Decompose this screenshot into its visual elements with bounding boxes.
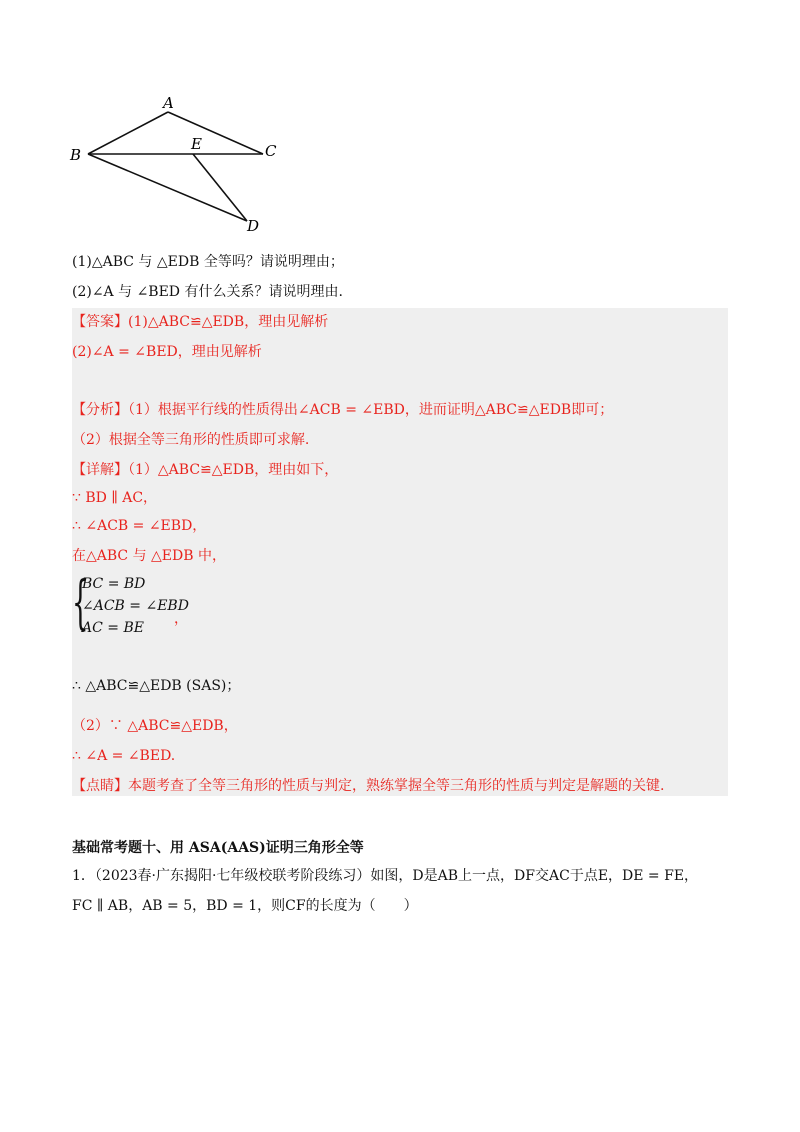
comment-line bbox=[72, 776, 664, 796]
segment-ed bbox=[193, 154, 247, 221]
detail-line-2: ∵ BD ∥ AC， bbox=[72, 490, 158, 506]
detail-line-6: （2）∵ △ABC≌△EDB， bbox=[72, 718, 238, 734]
label-a: A bbox=[163, 94, 174, 112]
answer-line-2: (2)∠A = ∠BED，理由见解析 bbox=[72, 344, 262, 360]
question-1: (1)△ABC 与 △EDB 全等吗？请说明理由； bbox=[72, 254, 344, 270]
left-brace: { bbox=[72, 568, 89, 636]
analysis-line-1 bbox=[72, 400, 613, 420]
segment-ac bbox=[168, 112, 263, 154]
system-comma: ， bbox=[174, 611, 188, 627]
label-b: B bbox=[70, 146, 82, 164]
answer-text-1: (1)△ABC≌△EDB，理由见解析 bbox=[128, 314, 329, 330]
equation-system bbox=[72, 568, 272, 642]
system-row-2: ∠ACB = ∠EBD bbox=[82, 598, 189, 614]
label-e: E bbox=[191, 135, 202, 153]
detail-line-3: ∴ ∠ACB = ∠EBD， bbox=[72, 518, 207, 534]
analysis-text-1: （1）根据平行线的性质得出∠ACB = ∠EBD，进而证明△ABC≌△EDB即可； bbox=[128, 402, 614, 418]
section-title: 基础常考题十、用 ASA(AAS)证明三角形全等 bbox=[72, 840, 364, 856]
segment-ab bbox=[88, 112, 168, 154]
detail-tag: 【详解】 bbox=[72, 462, 128, 478]
problem-1-line-1: 1．（2023春·广东揭阳·七年级校联考阶段练习）如图，D是AB上一点，DF交AC于点E，DE = FE， bbox=[72, 868, 699, 884]
analysis-line-2: （2）根据全等三角形的性质即可求解. bbox=[72, 432, 310, 448]
comment-tag: 【点睛】 bbox=[72, 778, 128, 794]
question-2: (2)∠A 与 ∠BED 有什么关系？请说明理由. bbox=[72, 284, 343, 300]
detail-line-7: ∴ ∠A = ∠BED. bbox=[72, 748, 176, 764]
answer-line-1 bbox=[72, 312, 328, 332]
label-d: D bbox=[247, 217, 260, 235]
analysis-tag: 【分析】 bbox=[72, 402, 128, 418]
detail-line-4: 在△ABC 与 △EDB 中， bbox=[72, 548, 226, 564]
problem-1-line-2: FC ∥ AB，AB = 5，BD = 1，则CF的长度为（ ） bbox=[72, 898, 418, 914]
segment-bd bbox=[88, 154, 247, 221]
detail-line-1 bbox=[72, 460, 338, 480]
comment-text: 本题考查了全等三角形的性质与判定，熟练掌握全等三角形的性质与判定是解题的关键. bbox=[128, 778, 665, 794]
detail-text-1: （1）△ABC≌△EDB，理由如下， bbox=[128, 462, 339, 478]
detail-line-5: ∴ △ABC≌△EDB (SAS)； bbox=[72, 678, 241, 694]
answer-tag: 【答案】 bbox=[72, 314, 128, 330]
triangle-figure bbox=[60, 88, 300, 248]
label-c: C bbox=[265, 142, 277, 160]
system-row-3: AC = BE bbox=[82, 620, 144, 636]
system-row-1: BC = BD bbox=[82, 576, 146, 592]
